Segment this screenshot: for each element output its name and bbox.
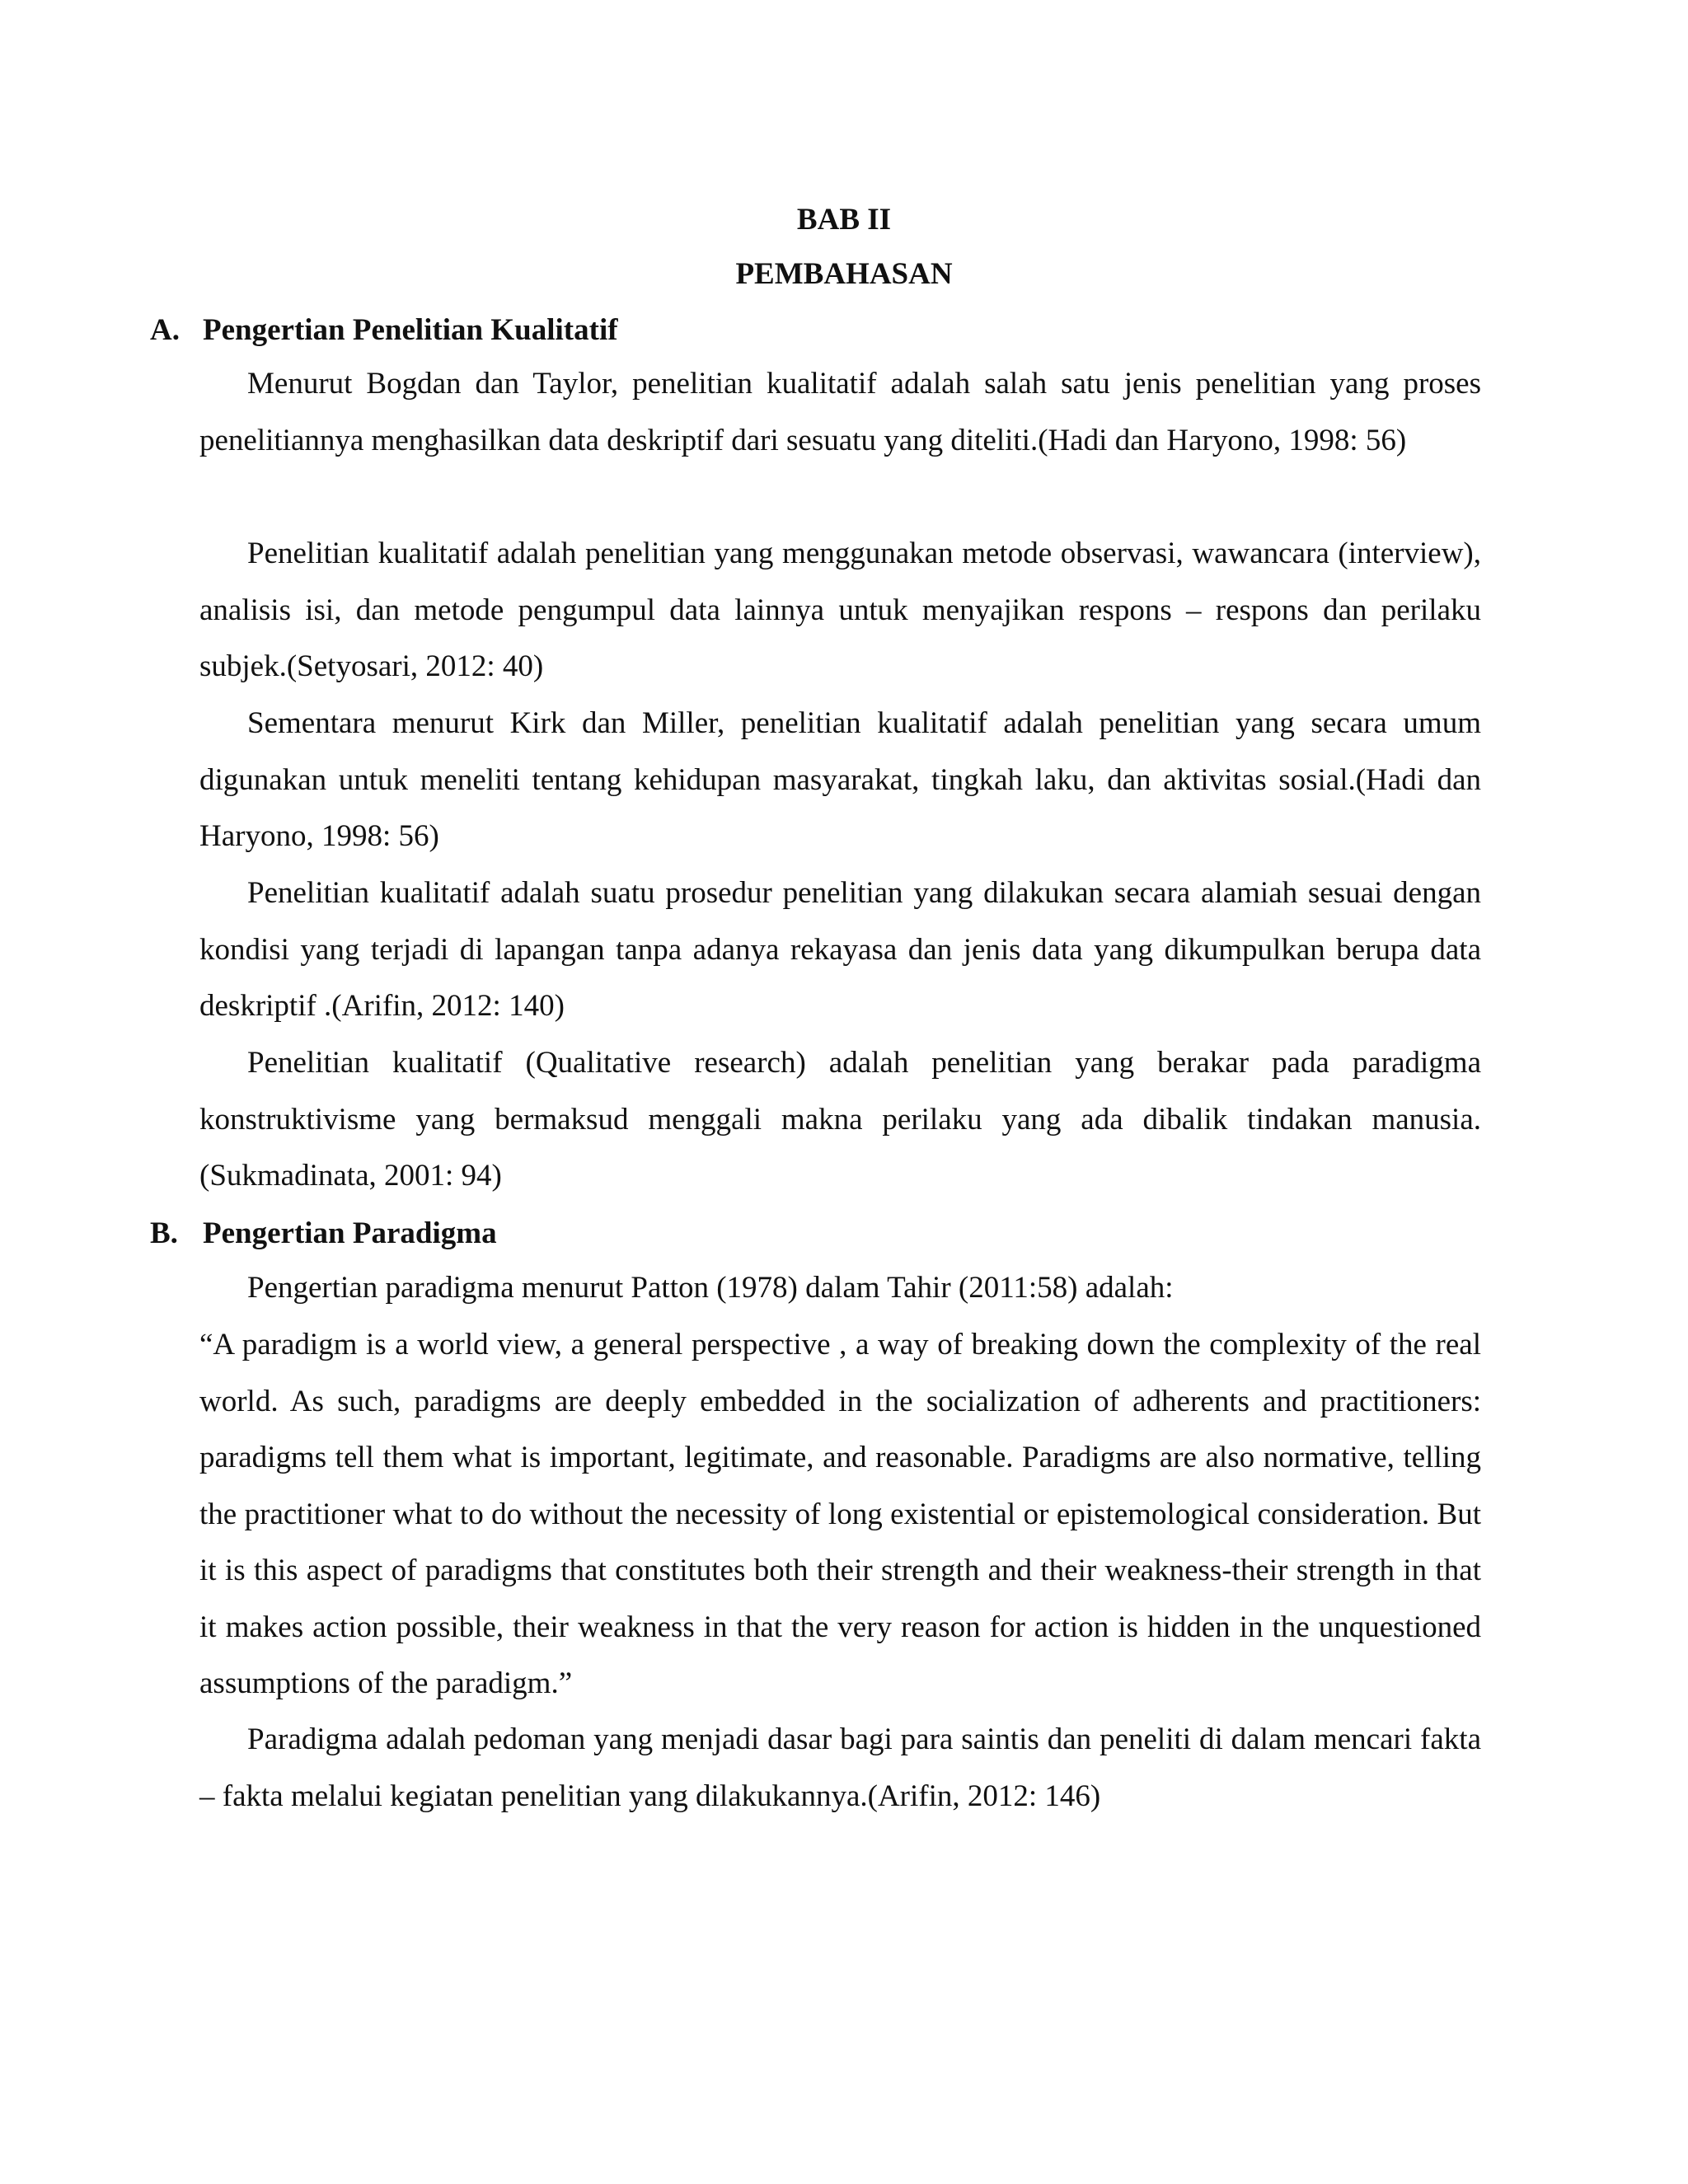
section-heading-a xyxy=(150,311,618,350)
paragraph: Pengertian paradigma menurut Patton (1978) dalam Tahir (2011:58) adalah: xyxy=(247,1271,1174,1305)
section-title: Pengertian Penelitian Kualitatif xyxy=(203,313,618,347)
paragraph: Penelitian kualitatif adalah penelitian yang menggunakan metode observasi, wawancara (interview), analisis isi, dan metode pengumpul data lainnya untuk menyajikan respons – respons dan perilaku subjek.(Setyosari, 2012: 40) xyxy=(199,537,1481,683)
section-heading-b xyxy=(150,1214,497,1254)
paragraph: Penelitian kualitatif (Qualitative research) adalah penelitian yang berakar pada paradigma konstruktivisme yang bermaksud menggali makna perilaku yang ada dibalik tindakan manusia. (Sukmadinata, 2001: 94) xyxy=(199,1046,1481,1193)
section-title: Pengertian Paradigma xyxy=(203,1216,497,1250)
block-quote: “A paradigm is a world view, a general perspective , a way of breaking down the complexity of the real world. As such, paradigms are deeply embedded in the socialization of adherents and practitioners: paradigms tell them what is important, legitimate, and reasonable. Paradigms are also normative, telling the practitioner what to do without the necessity of long existential or epistemological consideration. But it is this aspect of paradigms that constitutes both their strength and their weakness-their strength in that it makes action possible, their weakness in that the very reason for action is hidden in the unquestioned assumptions of the paradigm.” xyxy=(199,1328,1481,1700)
chapter-number: BAB II xyxy=(796,203,892,237)
paragraph: Menurut Bogdan dan Taylor, penelitian kualitatif adalah salah satu jenis penelitian yang proses penelitiannya menghasilkan data deskriptif dari sesuatu yang diteliti.(Hadi dan Haryono, 1998: 56) xyxy=(199,367,1481,457)
paragraph: Paradigma adalah pedoman yang menjadi dasar bagi para saintis dan peneliti di dalam mencari fakta – fakta melalui kegiatan penelitian yang dilakukannya.(Arifin, 2012: 146) xyxy=(199,1722,1481,1813)
section-letter: B. xyxy=(150,1216,178,1250)
section-letter: A. xyxy=(150,313,180,347)
chapter-title: PEMBAHASAN xyxy=(735,257,953,291)
paragraph: Sementara menurut Kirk dan Miller, penelitian kualitatif adalah penelitian yang secara umum digunakan untuk meneliti tentang kehidupan masyarakat, tingkah laku, dan aktivitas sosial.(Hadi dan Haryono, 1998: 56) xyxy=(199,706,1481,853)
paragraph: Penelitian kualitatif adalah suatu prosedur penelitian yang dilakukan secara alamiah sesuai dengan kondisi yang terjadi di lapangan tanpa adanya rekayasa dan jenis data yang dikumpulkan berupa data deskriptif .(Arifin, 2012: 140) xyxy=(199,876,1481,1023)
